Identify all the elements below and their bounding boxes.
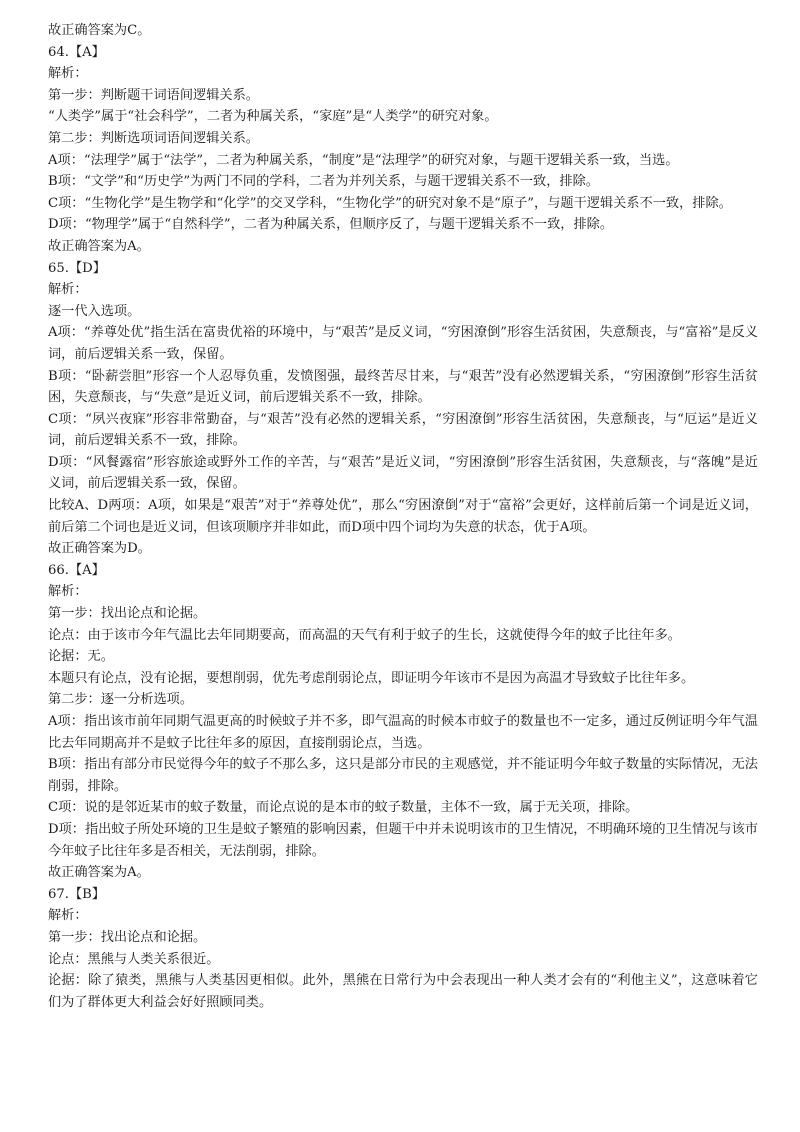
option-b: B项：“卧薪尝胆”形容一个人忍辱负重，发愤图强，最终苦尽甘来，与“艰苦”没有必然逻辑关系，“穷困潦倒”形容生活贫困，失意颓丧，与“失意”是近义词，前后逻辑关系不一致，排除。	[48, 368, 758, 406]
step-2: 第二步：判断选项词语间逻辑关系。	[48, 130, 259, 146]
option-b: B项：指出有部分市民觉得今年的蚊子不那么多，这只是部分市民的主观感觉，并不能证明今年蚊子数量的实际情况，无法削弱，排除。	[48, 757, 758, 794]
conclusion-63: 故正确答案为C。	[48, 23, 151, 38]
conclusion-66: 故正确答案为A。	[48, 865, 150, 881]
option-b: B项：“文学”和“历史学”为两门不同的学科，二者为并列关系，与题干逻辑关系不一致，排除。	[48, 174, 599, 190]
option-a: A项：“养尊处优”指生活在富贵优裕的环境中，与“艰苦”是反义词，“穷困潦倒”形容生活贫困，失意颓丧，与“富裕”是反义词，前后逻辑关系一致，保留。	[48, 325, 758, 362]
conclusion-64: 故正确答案为A。	[48, 238, 150, 254]
question-67-answer: 67.【B】	[48, 886, 106, 902]
option-c: C项：“夙兴夜寐”形容非常勤奋，与“艰苦”没有必然的逻辑关系，“穷困潦倒”形容生活贫困，失意颓丧，与“厄运”是近义词，前后逻辑关系不一致，排除。	[48, 411, 758, 449]
step-1: 第一步：找出论点和论据。	[48, 606, 207, 622]
body-text: 论据：无。	[48, 649, 114, 665]
conclusion-65: 故正确答案为D。	[48, 541, 151, 557]
body-text: 本题只有论点，没有论据，要想削弱，优先考虑削弱论点，即证明今年该市不是因为高温才导致蚊子比往年多。	[48, 670, 695, 686]
step-1: 第一步：判断题干词语间逻辑关系。	[48, 87, 259, 103]
step-2: 第二步：逐一分析选项。	[48, 692, 194, 708]
option-a: A项：指出该市前年同期气温更高的时候蚊子并不多，即气温高的时候本市蚊子的数量也不一定多，通过反例证明今年气温比去年同期高并不是蚊子比往年多的原因，直接削弱论点，当选。	[48, 714, 758, 751]
analysis-label: 解析：	[48, 584, 88, 600]
option-c: C项：说的是邻近某市的蚊子数量，而论点说的是本市的蚊子数量，主体不一致，属于无关项，排除。	[48, 800, 639, 816]
option-a: A项：“法理学”属于“法学”，二者为种属关系，“制度”是“法理学”的研究对象，与题干逻辑关系一致，当选。	[48, 152, 679, 168]
answer-explanation-document	[48, 20, 758, 1013]
step-1: 第一步：找出论点和论据。	[48, 929, 207, 945]
analysis-label: 解析：	[48, 908, 88, 924]
question-64-answer: 64.【A】	[48, 44, 105, 60]
question-66-answer: 66.【A】	[48, 562, 105, 578]
body-text: “人类学”属于“社会科学”，二者为种属关系，“家庭”是“人类学”的研究对象。	[48, 109, 498, 125]
option-d: D项：指出蚊子所处环境的卫生是蚊子繁殖的影响因素，但题干中并未说明该市的卫生情况，不明确环境的卫生情况与该市今年蚊子比往年多是否相关，无法削弱，排除。	[48, 821, 758, 859]
body-text: 论点：由于该市今年气温比去年同期要高，而高温的天气有利于蚊子的生长，这就使得今年的蚊子比往年多。	[48, 627, 681, 643]
option-d: D项：“风餐露宿”形容旅途或野外工作的辛苦，与“艰苦”是近义词，“穷困潦倒”形容生活贫困，失意颓丧，与“落魄”是近义词，前后逻辑关系一致，保留。	[48, 454, 758, 492]
body-text: 比较A、D两项：A项，如果是“艰苦”对于“养尊处优”，那么“穷困潦倒”对于“富裕”会更好，这样前后第一个词是近义词，前后第二个词也是近义词，但该项顺序并非如此，而D项中四个词均为失意的状态，优于A项。	[48, 498, 758, 535]
option-d: D项：“物理学”属于“自然科学”，二者为种属关系，但顺序反了，与题干逻辑关系不一致，排除。	[48, 217, 614, 233]
question-65-answer: 65.【D】	[48, 260, 106, 276]
analysis-label: 解析：	[48, 282, 88, 298]
body-text: 逐一代入选项。	[48, 303, 141, 319]
analysis-label: 解析：	[48, 66, 88, 82]
body-text: 论据：除了猿类，黑熊与人类基因更相似。此外，黑熊在日常行为中会表现出一种人类才会有的“利他主义”，这意味着它们为了群体更大利益会好好照顾同类。	[48, 973, 758, 1010]
option-c: C项：“生物化学”是生物学和“化学”的交叉学科，“生物化学”的研究对象不是“原子”，与题干逻辑关系不一致，排除。	[48, 195, 732, 211]
body-text: 论点：黑熊与人类关系很近。	[48, 951, 220, 967]
